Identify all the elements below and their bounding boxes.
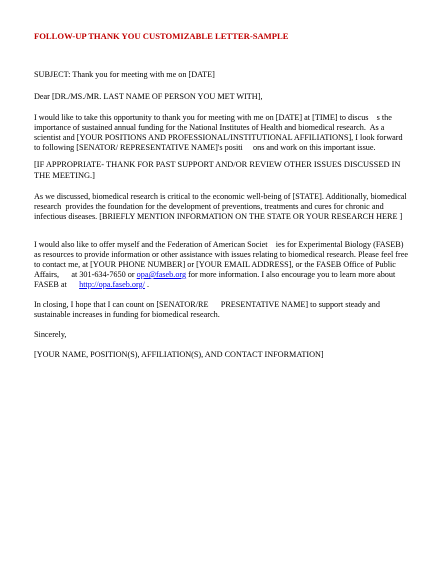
paragraph-past-support: [IF APPROPRIATE- THANK FOR PAST SUPPORT AND/OR REVIEW OTHER ISSUES DISCUSSED IN THE MEETING.] — [34, 160, 403, 180]
website-link[interactable]: http://opa.faseb.org/ — [79, 280, 145, 289]
closing-sincerely: Sincerely, — [34, 330, 67, 339]
paragraph-offer-text-3: . — [144, 280, 150, 289]
paragraph-offer-text-1: I would also like to offer myself and the Federation of American Societ ies for Experimental Biology (FASEB) as resources to provide information or other assistance with issues relating to biomedical research. Please feel free to contact me, at [YOUR PHONE NUMBER] or [YOUR EMAIL ADDRESS], or the FASEB Office of Public Affairs, at 301-634-7650 or — [34, 240, 411, 279]
signature-block: [YOUR NAME, POSITION(S), AFFILIATION(S), AND CONTACT INFORMATION] — [34, 350, 324, 359]
paragraph-discussion: As we discussed, biomedical research is critical to the economic well-being of [STATE]. Additionally, biomedical research provides the foundation for the development of preventions, treatments and cures for chronic and infectious diseases. [BRIEFLY MENTION INFORMATION ON THE STATE OR YOUR RESEARCH HERE ] — [34, 192, 409, 221]
paragraph-thank-you: I would like to take this opportunity to thank you for meeting with me on [DATE] at [TIME] to discus s the importance of sustained annual funding for the National Institutes of Health and biomedical research. As a scientist and [YOUR POSITIONS AND PROFESSIONAL/INSTITUTIONAL AFFILIATIONS], I look forward to following [SENATOR/ REPRESENTATIVE NAME]'s positi ons and work on this important issue. — [34, 113, 405, 152]
paragraph-closing: In closing, I hope that I can count on [SENATOR/RE PRESENTATIVE NAME] to support steady and sustainable increases in funding for biomedical research. — [34, 300, 383, 319]
document-title: FOLLOW-UP THANK YOU CUSTOMIZABLE LETTER-SAMPLE — [34, 31, 289, 41]
paragraph-offer-text-2: for more information. I also encourage you to learn more about FASEB at — [34, 270, 398, 289]
subject-line: SUBJECT: Thank you for meeting with me on [DATE] — [34, 70, 215, 79]
paragraph-offer — [34, 240, 409, 290]
salutation: Dear [DR./MS./MR. LAST NAME OF PERSON YOU MET WITH], — [34, 92, 263, 101]
email-link[interactable]: opa@faseb.org — [136, 270, 187, 279]
